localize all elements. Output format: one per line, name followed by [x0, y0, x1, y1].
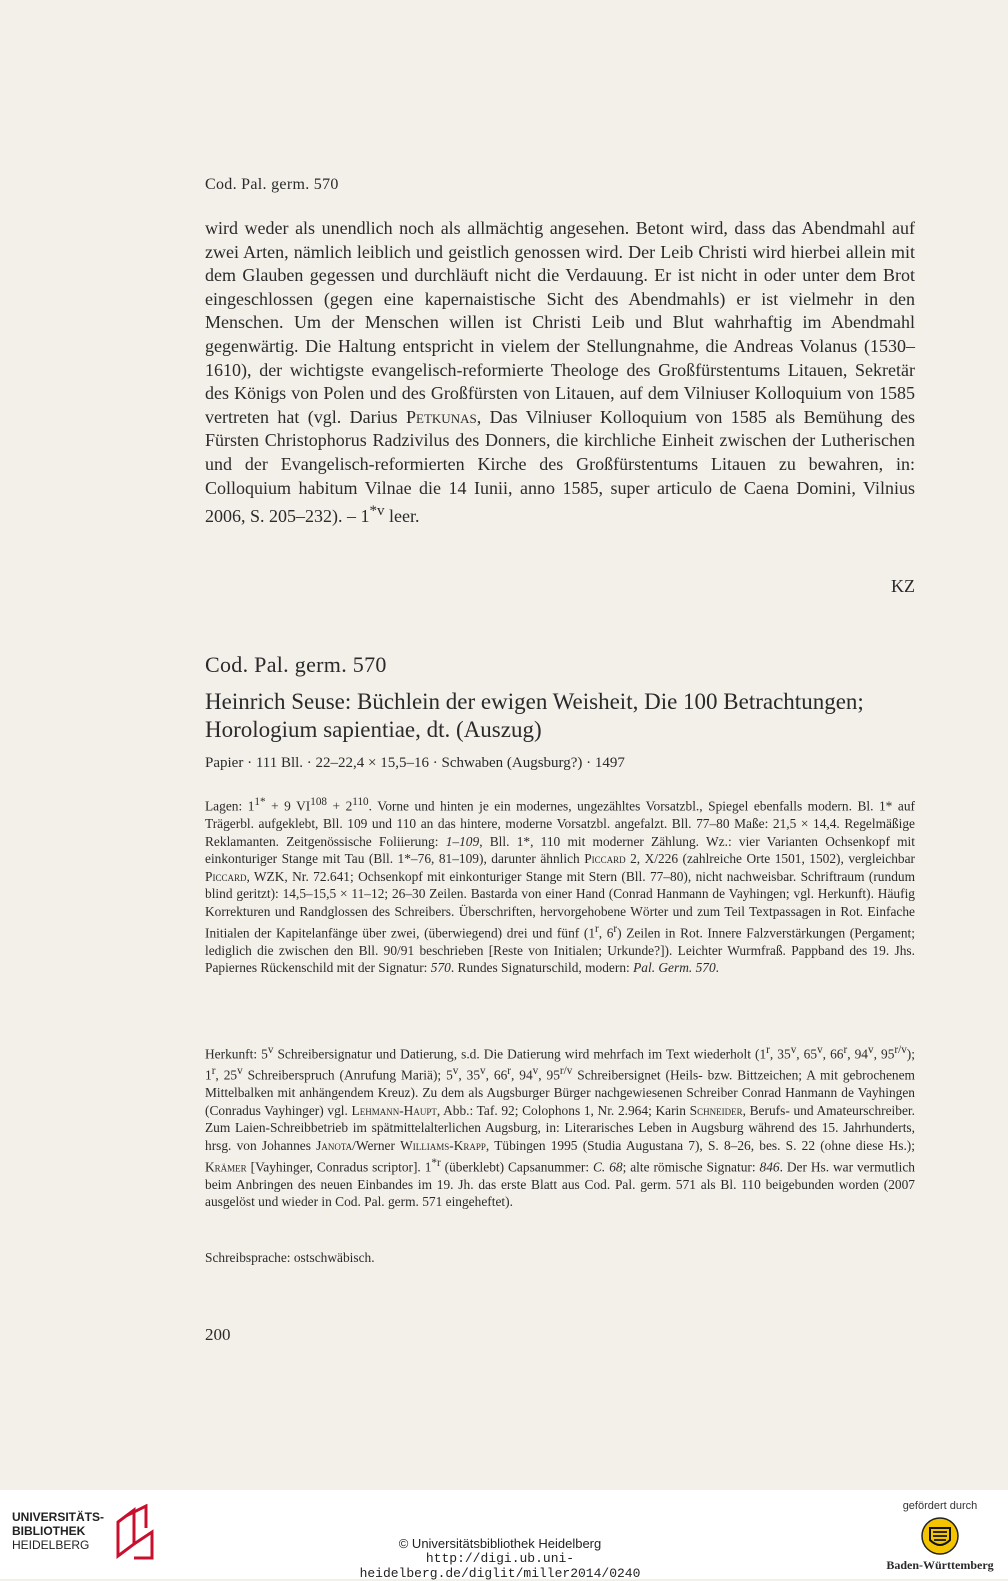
running-head: Cod. Pal. germ. 570 [205, 176, 339, 193]
ub-heidelberg-logo[interactable]: UNIVERSITÄTS- BIBLIOTHEK HEIDELBERG [12, 1504, 142, 1552]
funder-name: Baden-Württemberg [886, 1558, 994, 1572]
body-text: wird weder als unendlich noch als allmächtig angesehen. Betont wird, dass das Abendmahl auf zwei Arten, nämlich leiblich und geistlich genossen wird. Der Leib Christi wird hierbei allein mit dem Glauben gegessen und durchläuft nicht die Verdauung. Er ist nicht in oder unter dem Brot eingeschlossen (gegen eine kapernaistische Sicht des Abendmahls) er ist vielmehr in den Menschen. Um der Menschen willen ist Christi Leib und Blut wahrhaftig im Abendmahl gegenwärtig. Die Haltung entspricht in vielem der Stellungnahme, die Andreas Volanus (1530–1610), der wichtigste evangelisch-reformierte Theologe des Großfürstentums Litauen, Sekretär des Königs von Polen und des Großfürsten von Litauen, auf dem Vilniuser Kolloquium von 1585 vertreten hat (vgl. Darius Petkunas, Das Vilniuser Kolloquium von 1585 als Bemühung des Fürsten Christophorus Radzivilus des Donners, die kirchliche Einheit zwischen der Lutherischen und der Evangelisch-reformierten Kirche des Großfürstentums Litauen zu bewahren, in: Colloquium habitum Vilnae die 14 Iunii, anno 1585, super articulo de Caena Domini, Vilnius 2006, S. 205–232). – 1$^{*v}$ leer. [205, 218, 915, 527]
copyright-notice: © Universitätsbibliothek Heidelberg [398, 1536, 602, 1551]
author-name: Petkunas [406, 406, 477, 427]
entry-meta: Papier · 111 Bll. · 22–22,4 × 15,5–16 · Schwaben (Augsburg?) · 1497 [205, 755, 625, 771]
bw-crest-icon [920, 1516, 960, 1556]
entry-title: Heinrich Seuse: Büchlein der ewigen Weisheit, Die 100 Betrachtungen; Horologium sapientiae, dt. (Auszug) [205, 689, 864, 742]
herkunft-paragraph: Herkunft: 5$^v$ Schreibersignatur und Datierung, s.d. Die Datierung wird mehrfach im Text wiederholt (1$^r$, 35$^v$, 65$^v$, 66$^r$, 94$^v$, $95^{r/v}$); 1$^r$, 25$^v$ Schreiberspruch (Anrufung Mariä); 5$^v$, 35$^v$, 66$^r$, 94$^v$, $95^{r/v}$ Schreibersignet (Heils- bzw. Bittzeichen; A mit gebrochenem Mittelbalken mit anhängendem Kreuz). Zu dem als Augsburger Bürger nachgewiesenen Schreiber Conrad Hanmann de Vayhingen (Conradus Vayhinger) vgl. Lehmann-Haupt, Abb.: Taf. 92; Colophons 1, Nr. 2.964; Karin Schneider, Berufs- und Amateurschreiber. Zum Laien-Schreibbetrieb im spätmittelalterlichen Augsburg, in: Literarisches Leben in Augsburg während des 15. Jahrhunderts, hrsg. von Johannes Janota/Werner Williams-Krapp, Tübingen 1995 (Studia Augustana 7), S. 8–26, bes. S. 22 (ohne diese Hs.); Krämer [Vayhinger, Conradus scriptor]. 1$^{*r}$ (überklebt) Capsanummer: C. 68; alte römische Signatur: 846. Der Hs. war vermutlich beim Anbringen des neuen Einbandes im 19. Jh. das erste Blatt aus Cod. Pal. germ. 571 als Bl. 110 beigebunden worden (2007 ausgelöst und wieder in Cod. Pal. germ. 571 eingeheftet). [205, 1044, 915, 1210]
page-number: 200 [205, 1325, 231, 1344]
footer [0, 1490, 1008, 1579]
footer-credits [300, 1536, 700, 1581]
funder-block [880, 1500, 1000, 1573]
entry-signature: Cod. Pal. germ. 570 [205, 652, 387, 677]
permalink[interactable]: http://digi.ub.uni-heidelberg.de/diglit/miller2014/0240 [359, 1551, 641, 1581]
funded-by-label: gefördert durch [902, 1500, 978, 1512]
ub-logo-mark-icon [112, 1504, 160, 1562]
schreibsprache: Schreibsprache: ostschwäbisch. [205, 1250, 375, 1265]
author-initials: KZ [891, 576, 915, 596]
lagen-paragraph: Lagen: $1^{1*} + 9$ $VI^{108} + 2^{110}$. Vorne und hinten je ein modernes, ungezähltes Vorsatzbl., Spiegel ebenfalls modern. Bl. 1* auf Trägerbl. aufgeklebt, Bll. 109 und 110 an das hintere, moderne Vorsatzbl. angefalzt. Bll. 77–80 Maße: 21,5 × 14,4. Regelmäßige Reklamanten. Zeitgenössische Foliierung: 1–109, Bll. 1*, 110 mit moderner Zählung. Wz.: vier Varianten Ochsenkopf mit einkonturiger Stange mit Tau (Bll. 1*–76, 81–109), darunter ähnlich Piccard 2, X/226 (zahlreiche Orte 1501, 1502), vergleichbar Piccard, WZK, Nr. 72.641; Ochsenkopf mit einkonturiger Stange mit Stern (Bll. 77–80), nicht nachweisbar. Schriftraum (rundum blind geritzt): 14,5–15,5 × 11–12; 26–30 Zeilen. Bastarda von einer Hand (Conrad Hanmann de Vayhingen; vgl. Herkunft). Häufig Korrekturen und Randglossen des Schreibers. Überschriften, hervorgehobene Wörter und zum Teil Textpassagen in Rot. Einfache Initialen der Kapitelanfänge über zwei, (überwiegend) drei und fünf (1$^r$, 6$^r$) Zeilen in Rot. Innere Falzverstärkungen (Pergament; lediglich die zwischen den Bll. 90/91 beschrieben [Reste von Initialen; Urkunde?]). Leichter Wurmfraß. Pappband des 19. Jhs. Papiernes Rückenschild mit der Signatur: 570. Rundes Signaturschild, modern: Pal. Germ. 570. [205, 796, 915, 976]
